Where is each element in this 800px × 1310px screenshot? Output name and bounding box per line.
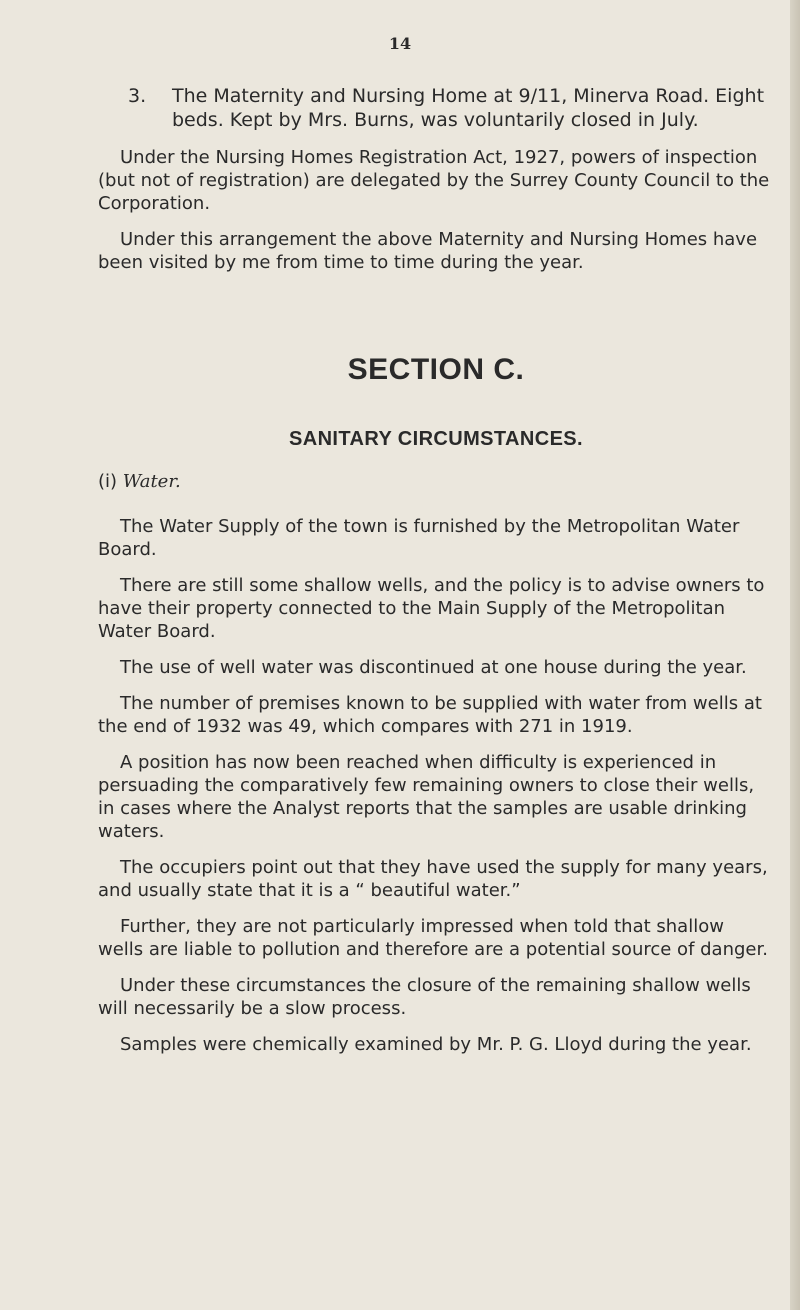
paragraph-premises-count: The number of premises known to be supplied with water from wells at the end of 1932 was 49, which compares with 271 in 1919. <box>98 693 762 737</box>
paragraph-shallow-wells: There are still some shallow wells, and the policy is to advise owners to have their property connected to the Main Supply of the Metropolitan Water Board. <box>98 575 765 642</box>
paragraph-occupiers: The occupiers point out that they have used the supply for many years, and usually state that it is a “ beautiful water.” <box>98 857 768 901</box>
paragraph-pollution: Further, they are not particularly impressed when told that shallow wells are liable to pollution and therefore are a potential source of danger. <box>98 916 768 960</box>
page-edge <box>790 0 800 1310</box>
paragraph-arrangement: Under this arrangement the above Maternity and Nursing Homes have been visited by me from time to time during the year. <box>98 229 758 273</box>
numbered-item <box>98 84 774 132</box>
paragraph-samples: Samples were chemically examined by Mr. P. G. Lloyd during the year. <box>120 1034 752 1055</box>
page-number: 14 <box>388 34 412 53</box>
subsection-title: Water. <box>122 471 181 492</box>
subsection-heading <box>98 470 774 493</box>
paragraph-difficulty: A position has now been reached when difficulty is experienced in persuading the comparatively few remaining owners to close their wells, in cases where the Analyst reports that the samples are usable drinking waters. <box>98 752 755 842</box>
page-content <box>98 84 774 1069</box>
item-text: The Maternity and Nursing Home at 9/11, Minerva Road. Eight beds. Kept by Mrs. Burns, was voluntarily closed in July. <box>172 85 765 131</box>
item-number: 3. <box>128 85 147 107</box>
paragraph-registration-act: Under the Nursing Homes Registration Act, 1927, powers of inspection (but not of registration) are delegated by the Surrey County Council to the Corporation. <box>98 147 770 214</box>
paragraph-water-supply: The Water Supply of the town is furnished by the Metropolitan Water Board. <box>98 516 740 560</box>
section-subheading: SANITARY CIRCUMSTANCES. <box>288 428 584 450</box>
section-heading: SECTION C. <box>347 353 525 386</box>
paragraph-closure: Under these circumstances the closure of the remaining shallow wells will necessarily be a slow process. <box>98 975 751 1019</box>
subsection-marker: (i) <box>98 471 118 492</box>
paragraph-well-discontinued: The use of well water was discontinued at one house during the year. <box>120 657 747 678</box>
